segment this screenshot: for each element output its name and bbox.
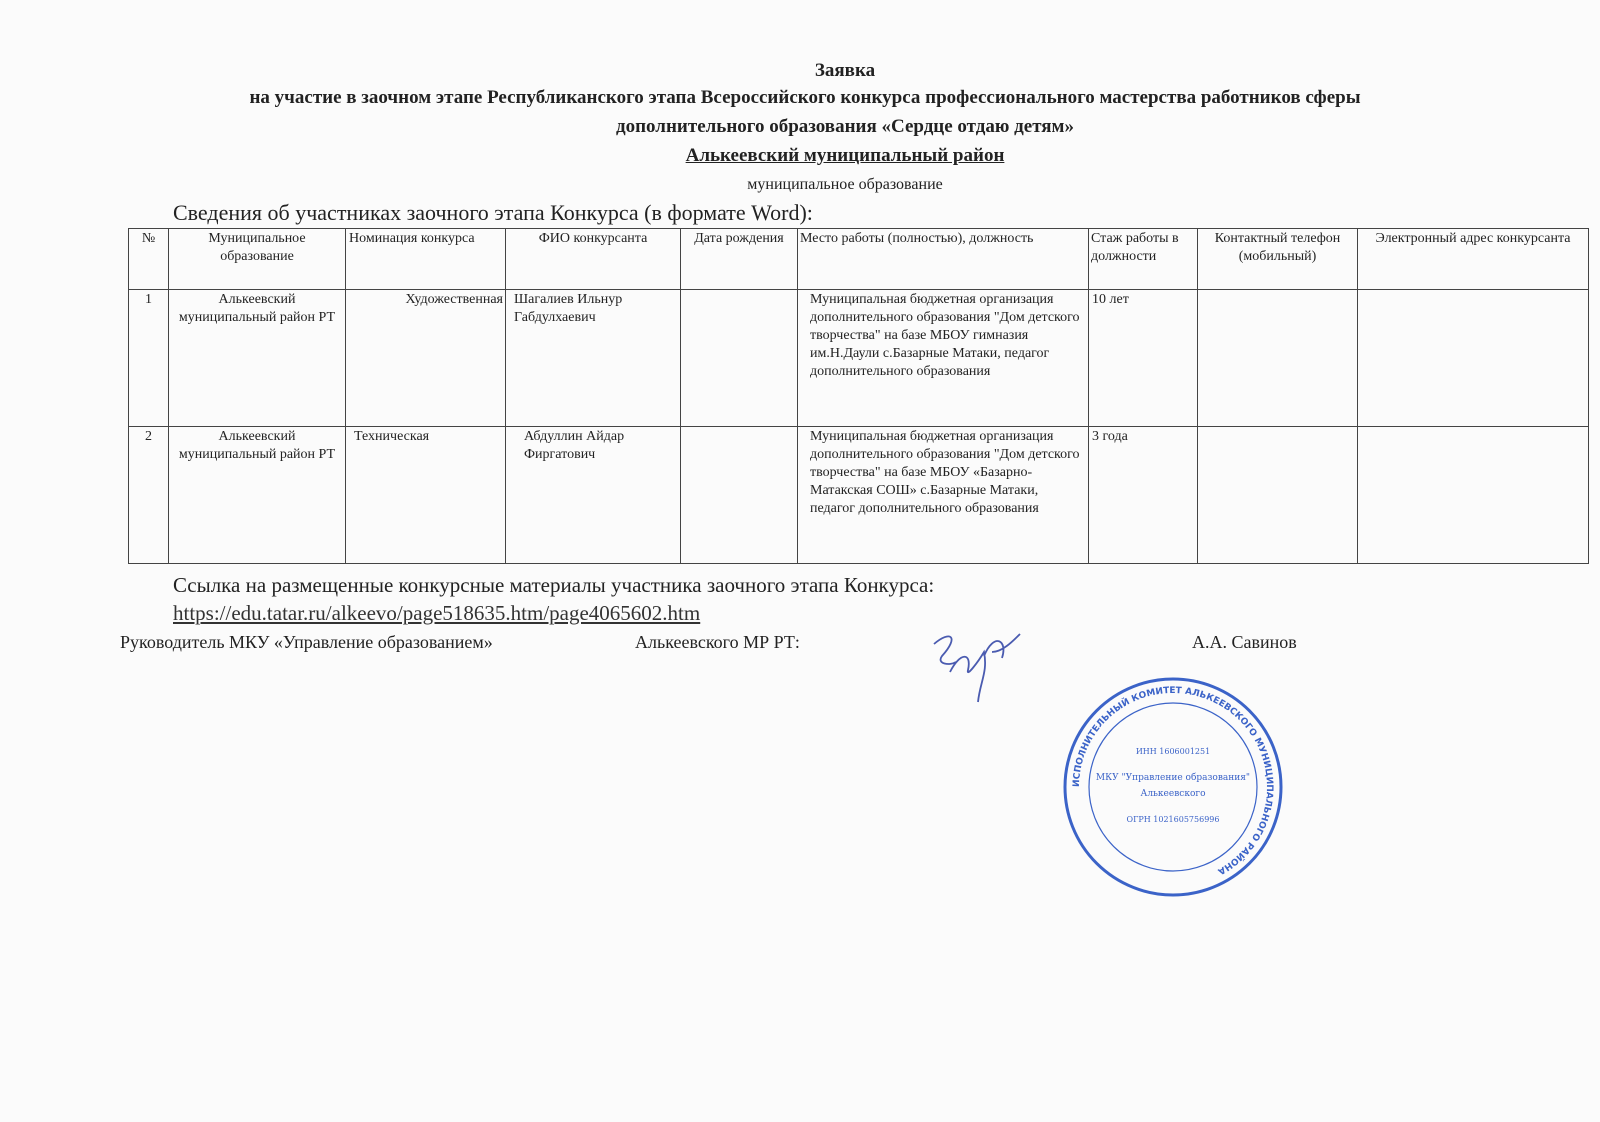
svg-text:Алькеевского: Алькеевского xyxy=(1140,789,1206,799)
materials-link[interactable]: https://edu.tatar.ru/alkeevo/page518635.htm/page4065602.htm xyxy=(173,601,701,625)
cell-phone xyxy=(1198,427,1358,564)
svg-text:ОГРН 1021605756996: ОГРН 1021605756996 xyxy=(1126,815,1220,824)
section-title: Сведения об участниках заочного этапа Конкурса (в формате Word): xyxy=(173,200,813,225)
signature-row xyxy=(120,630,1600,654)
cell-name: Шагалиев Ильнур Габдулхаевич xyxy=(506,290,681,427)
cell-nomination: Художественная xyxy=(346,290,506,427)
signatory-org: Алькеевского МР РТ: xyxy=(635,632,800,652)
signatory-title: Руководитель МКУ «Управление образованием» xyxy=(120,632,493,652)
cell-name: Абдуллин Айдар Фиргатович xyxy=(506,427,681,564)
cell-num: 2 xyxy=(129,427,169,564)
column-header: Номинация конкурса xyxy=(346,229,506,290)
document-subtitle-line2: дополнительного образования «Сердце отдаю детям» xyxy=(616,116,1074,137)
stamp-outer-text: ИСПОЛНИТЕЛЬНЫЙ КОМИТЕТ АЛЬКЕЕВСКОГО МУНИЦИПАЛЬНОГО РАЙОНА xyxy=(1071,685,1275,876)
cell-phone xyxy=(1198,290,1358,427)
municipality-name: Алькеевский муниципальный район xyxy=(685,145,1005,166)
table-row xyxy=(129,290,1589,427)
cell-workplace: Муниципальная бюджетная организация дополнительного образования "Дом детского творчества" на базе МБОУ «Базарно-Матакская СОШ» с.Базарные Матаки, педагог дополнительного образования xyxy=(798,427,1089,564)
column-header: № xyxy=(129,229,169,290)
cell-birth-date xyxy=(681,427,798,564)
cell-experience: 10 лет xyxy=(1089,290,1198,427)
table-header-row xyxy=(129,229,1589,290)
column-header: Стаж работы в должности xyxy=(1089,229,1198,290)
document-title: Заявка xyxy=(814,60,876,81)
column-header: Электронный адрес конкурсанта xyxy=(1358,229,1589,290)
table-row xyxy=(129,427,1589,564)
cell-email xyxy=(1358,290,1589,427)
svg-text:МКУ "Управление образования": МКУ "Управление образования" xyxy=(1095,773,1251,783)
document-subtitle-line1: на участие в заочном этапе Республиканского этапа Всероссийского конкурса профессионального мастерства работников сферы xyxy=(249,87,1361,108)
official-stamp xyxy=(1058,672,1288,902)
participants-table xyxy=(128,228,1589,564)
signatory-name: А.А. Савинов xyxy=(1192,632,1297,652)
municipality-caption: муниципальное образование xyxy=(747,176,943,193)
column-header: Место работы (полностью), должность xyxy=(798,229,1089,290)
column-header: ФИО конкурсанта xyxy=(506,229,681,290)
column-header: Муниципальное образование xyxy=(169,229,346,290)
column-header: Контактный телефон (мобильный) xyxy=(1198,229,1358,290)
column-header: Дата рождения xyxy=(681,229,798,290)
cell-num: 1 xyxy=(129,290,169,427)
materials-link-label: Ссылка на размещенные конкурсные материалы участника заочного этапа Конкурса: xyxy=(173,573,935,597)
cell-email xyxy=(1358,427,1589,564)
cell-workplace: Муниципальная бюджетная организация дополнительного образования "Дом детского творчества" на базе МБОУ гимназия им.Н.Даули с.Базарные Матаки, педагог дополнительного образования xyxy=(798,290,1089,427)
cell-municipality: Алькеевский муниципальный район РТ xyxy=(169,427,346,564)
cell-experience: 3 года xyxy=(1089,427,1198,564)
handwritten-signature xyxy=(920,622,1030,712)
svg-text:ИНН 1606001251: ИНН 1606001251 xyxy=(1135,747,1211,756)
document-body xyxy=(0,228,1600,654)
cell-nomination: Техническая xyxy=(346,427,506,564)
cell-municipality: Алькеевский муниципальный район РТ xyxy=(169,290,346,427)
cell-birth-date xyxy=(681,290,798,427)
